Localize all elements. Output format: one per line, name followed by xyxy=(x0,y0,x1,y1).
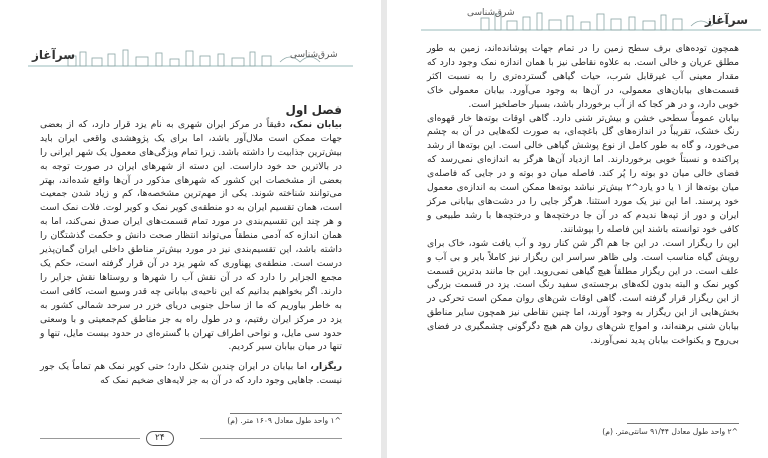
right-paragraph-2: بیابان عموماً سطحی خشن و بیش‌تر شنی دارد. گاهی اوقات بوته‌ها خار قهوه‌ای رنگ خشک، تقریباً در اندازه‌های گل باغچه‌ای، به صورت لکه‌هایی در آن به چشم می‌خورد، و گاه به طور کامل از نوع پوشش گیاهی خالی است. این بوته‌ها از رشد پراکنده و نسبتاً خوبی برخوردارند. اما ازدیاد آن‌ها هرگز به اندازه‌ای نمی‌رسد که فضای خالی میان دو بوته را پُر کند. فاصله میان دو بوته و در جایی که فاصله‌ی میان بوته‌ها از ۱ یا دو یارد^۲ بیش‌تر نباشد بوته‌ها ممکن است به اندازه‌ی معمول خود پرسند. اما این نیز یک مورد استثنا. هرگز جایی را در دشت‌های بیابانی مرکز ایران و دور از تپه‌ها ندیدم که در آن جا درختچه‌ها و درختچه‌ها با رشد طبیعی و کافی خود توانسته باشند این فاصله را بپوشانند. xyxy=(427,112,739,235)
footer-rule-left xyxy=(40,438,140,439)
right-paragraph-3: این را ریگزار است. در این جا هم اگر شن کنار رود و آب یافت شود، خاک برای رویش گیاه مناسب است. ولی ظاهر سراسر این ریگزار نیز کاملاً بایر و بی آب و علف است. در این ریگزار مطلقاً هیچ گیاهی نمی‌روید. این جا مانند بدترین قسمت کویر نمک و البته بدون لکه‌های برجسته‌ی سفید رنگ است. یزد در قسمت بزرگی از این ریگزار قرار گرفته است. گاهی اوقات شن‌های روان ممکن است تحرکی در بخش‌هایی از این ریگزار به وجود آورند، اما چنین نقاطی نیز همچون سایر مناطق بیابان شنی برهنه‌اند، و امواج شن‌های روان هم هیچ دگرگونی چشمگیری در فضای بی‌روح و یکنواخت بیابان پدید نمی‌آورند. xyxy=(427,237,739,347)
right-body-text xyxy=(427,42,739,412)
paragraph-lead: بیابان نمک، xyxy=(289,118,342,130)
footnote-rule xyxy=(230,413,342,414)
paragraph-lead: ریگزار، xyxy=(310,361,342,373)
left-paragraph-2 xyxy=(40,360,342,388)
paragraph-body: دقیقاً در مرکز ایران شهری به نام یزد قرار دارد، که از بعضی جهات ممکن است ملال‌آور باشد، اما برای یک پژوهشدی واقعی ایران باید بیش‌ترین جذابیت را داشته باشد. زیرا تمام ویژگی‌های معمول یک شهر ایرانی را در بالاترین حد خود داراست. این دسته از شهرهای ایران در صورت توجه به بعضی از مشخصات این کشور که شهرهای مذکور در آن‌ها واقع شده‌اند، بهتر می‌توانند شناخته شوند. یکی از مهم‌ترین مشخصه‌ها، کم و زیاد شدن جمعیت است، همان تقسیم ایران به دو منطقه‌ی کویر نمک و کویر لوت. فلات نمک است و هر چند این تقسیم‌بندی در مورد تمام قسمت‌های ایران صدق نمی‌کند، اما به همان اندازه که آدمی منطقاً می‌تواند انتظار صحت دانش و حکمت گذشتگان را داشته باشد، این تقسیم‌بندی نیز در مورد بیش‌تر مناطق داخلی ایران گمان‌پذیر درست است. منطقه‌ی پهناوری که شهر یزد در آن قرار گرفته است، حکم یک مجمع الجزایر را دارد که در آن نقش آب را شهرها و روستاها نقش جزایر را دارند. اگر بخواهیم بدانیم که این ناحیه‌ی بیابانی چه قدر وسیع است، کافی است به خاطر بیاوریم که ما از ساحل جنوبی دریای خزر در سرحد شمالی کشور به یزد در مرکز ایران رفتیم، و در طول راه به جز مناطق کم‌جمعیتی و با وسعتی حدود سی مایل، و نواحی اطراف تهران با گستره‌ای در حدود بیست مایل، تنها و تنها در میان بیابان سیر کردیم. xyxy=(40,118,342,353)
header-subtitle: شرق‌شناسی xyxy=(467,8,515,18)
right-page xyxy=(387,0,768,458)
chapter-title: فصل اول xyxy=(285,103,342,117)
page-number: ۲۴ xyxy=(146,431,174,446)
left-paragraph-1 xyxy=(40,118,342,354)
footnote: ^۲ واحد طول معادل ۹۱/۴۴ سانتی‌متر. (م) xyxy=(602,427,738,436)
header-title: سرآغاز xyxy=(705,13,748,27)
header-subtitle: شرق‌شناسی xyxy=(290,50,338,60)
left-page xyxy=(0,0,381,458)
footer-rule-right xyxy=(200,438,342,439)
header-title: سرآغاز xyxy=(32,48,75,62)
footnote: ^۱ واحد طول معادل ۱۶۰۹ متر. (م) xyxy=(227,416,341,425)
footnote-rule xyxy=(627,423,739,424)
right-paragraph-1: همچون توده‌های برف سطح زمین را در تمام جهات پوشانده‌اند، زمین به طور مطلق عریان و خالی است. به علاوه نقاطی نیز با همان اندازه نمک وجود دارد که مقدار معینی آب غیرقابل شرب، حیات گیاهی گسترده‌تری را به نسبت اکثر قسمت‌های بیابان‌های معمولی، در آن‌ها به وجود می‌آورد. بیابان معمولی خاک خوبی دارد، و در هر کجا که از آب برخوردار باشد، بسیار حاصلخیز است. xyxy=(427,43,739,110)
left-body-text xyxy=(40,103,342,387)
paragraph-body: اما بیابان در ایران چندین شکل دارد؛ حتی کویر نمک هم تماماً یک جور نیست. جاهایی وجود دارد که در آن به جز لایه‌های ضخیم نمک که xyxy=(40,361,342,387)
